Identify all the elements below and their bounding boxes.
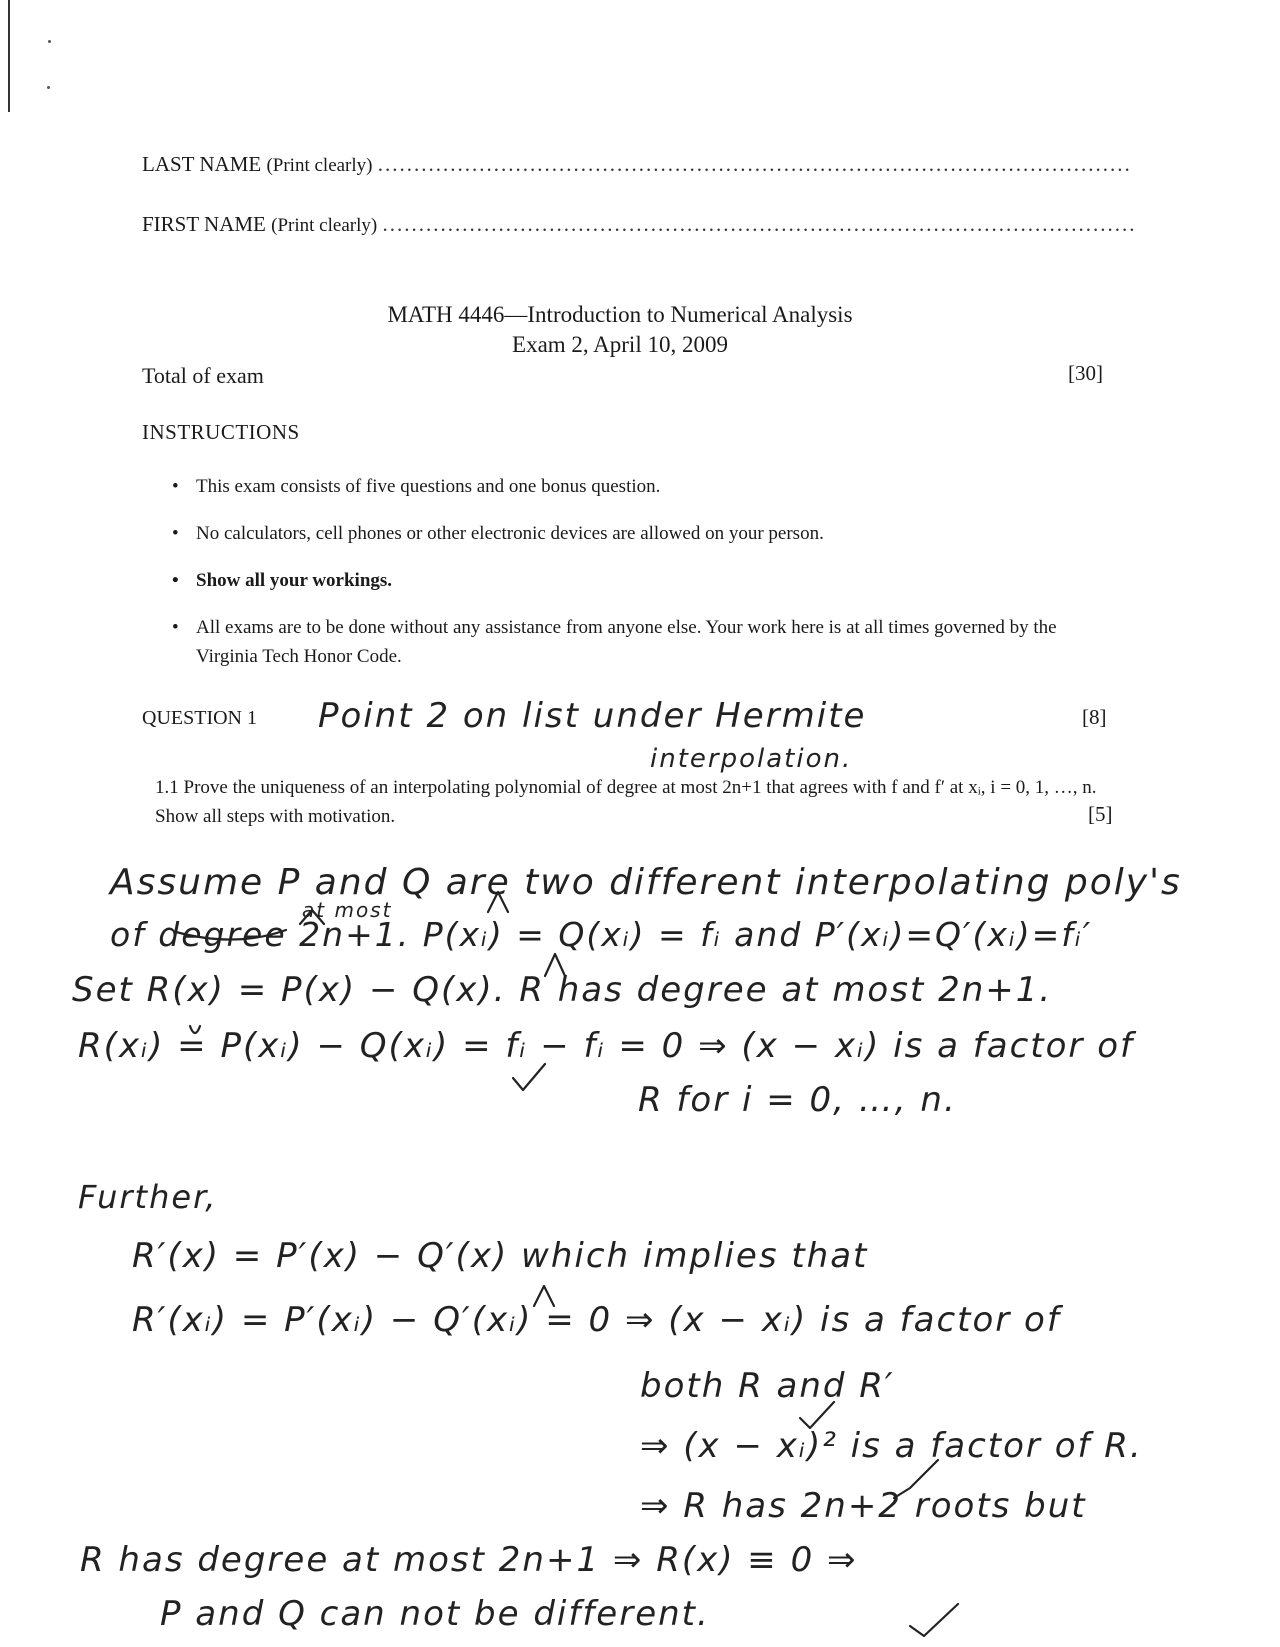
- total-label: Total of exam: [142, 363, 264, 388]
- first-name-label: FIRST NAME: [142, 212, 266, 236]
- handwritten-line: Further,: [78, 1178, 218, 1216]
- instruction-item: • All exams are to be done without any assistance from anyone else. Your work here is at all times governed by the Virginia Tech Honor Code.: [172, 613, 1112, 671]
- handwritten-note-continued: interpolation.: [650, 744, 853, 774]
- check-mark: [894, 1460, 938, 1498]
- handwritten-insertion: at most: [302, 898, 393, 922]
- handwritten-line: of degree 2n+1. P(xᵢ) = Q(xᵢ) = fᵢ and P′(xᵢ)=Q′(xᵢ)=fᵢ′: [110, 915, 1093, 954]
- caret-mark: [300, 910, 324, 924]
- check-mark: [800, 1402, 834, 1428]
- instruction-item: • No calculators, cell phones or other electronic devices are allowed on your person.: [172, 519, 1112, 548]
- first-name-hint: (Print clearly): [271, 215, 378, 236]
- underline-stroke: [176, 930, 286, 940]
- last-name-label: LAST NAME: [142, 152, 262, 176]
- handwritten-line: both R and R′: [640, 1366, 895, 1406]
- course-title: MATH 4446—Introduction to Numerical Analysis: [387, 302, 853, 327]
- handwritten-line: P and Q can not be different.: [160, 1594, 710, 1634]
- caret-mark: [545, 954, 565, 976]
- total-marks: [30]: [1068, 361, 1103, 385]
- first-name-dots: ........................................................................................................: [382, 212, 1137, 236]
- handwritten-line: ⇒ R has 2n+2 roots but: [640, 1486, 1087, 1526]
- question-1-label: QUESTION 1: [142, 707, 257, 729]
- handwritten-line: Assume P and Q are two different interpolating poly's: [110, 862, 1182, 903]
- handwritten-line: ⇒ (x − xᵢ)² is a factor of R.: [640, 1426, 1143, 1466]
- handwritten-line: R′(xᵢ) = P′(xᵢ) − Q′(xᵢ) = 0 ⇒ (x − xᵢ) is a factor of: [132, 1300, 1061, 1340]
- handwritten-note: Point 2 on list under Hermite: [318, 696, 867, 736]
- instructions-heading: INSTRUCTIONS: [142, 420, 300, 444]
- check-mark: [513, 1064, 545, 1090]
- handwritten-line: R has degree at most 2n+1 ⇒ R(x) ≡ 0 ⇒: [80, 1540, 858, 1580]
- handwritten-line: Set R(x) = P(x) − Q(x). R has degree at most 2n+1.: [72, 970, 1053, 1010]
- pen-tick: [190, 1026, 200, 1033]
- question-1-marks: [8]: [1082, 705, 1107, 729]
- last-name-hint: (Print clearly): [266, 155, 373, 176]
- subquestion-marks: [5]: [1088, 802, 1113, 826]
- subquestion-text: Prove the uniqueness of an interpolating polynomial of degree at most 2n+1 that agrees with f and f′ at xᵢ, i = 0, 1, …, n. Show all steps with motivation.: [155, 777, 1097, 827]
- caret-mark: [534, 1286, 554, 1306]
- check-mark: [910, 1604, 958, 1636]
- instruction-item: • Show all your workings.: [172, 566, 1112, 595]
- last-name-dots: ........................................................................................................: [377, 152, 1132, 176]
- subquestion-number: 1.1: [155, 777, 179, 798]
- handwritten-line: R for i = 0, …, n.: [638, 1080, 957, 1120]
- instruction-item: • This exam consists of five questions and one bonus question.: [172, 472, 1112, 501]
- exam-subtitle: Exam 2, April 10, 2009: [512, 332, 728, 357]
- caret-mark: [488, 892, 508, 912]
- handwritten-line: R(xᵢ) = P(xᵢ) − Q(xᵢ) = fᵢ − fᵢ = 0 ⇒ (x − xᵢ) is a factor of: [78, 1026, 1134, 1066]
- handwritten-line: R′(x) = P′(x) − Q′(x) which implies that: [132, 1236, 869, 1276]
